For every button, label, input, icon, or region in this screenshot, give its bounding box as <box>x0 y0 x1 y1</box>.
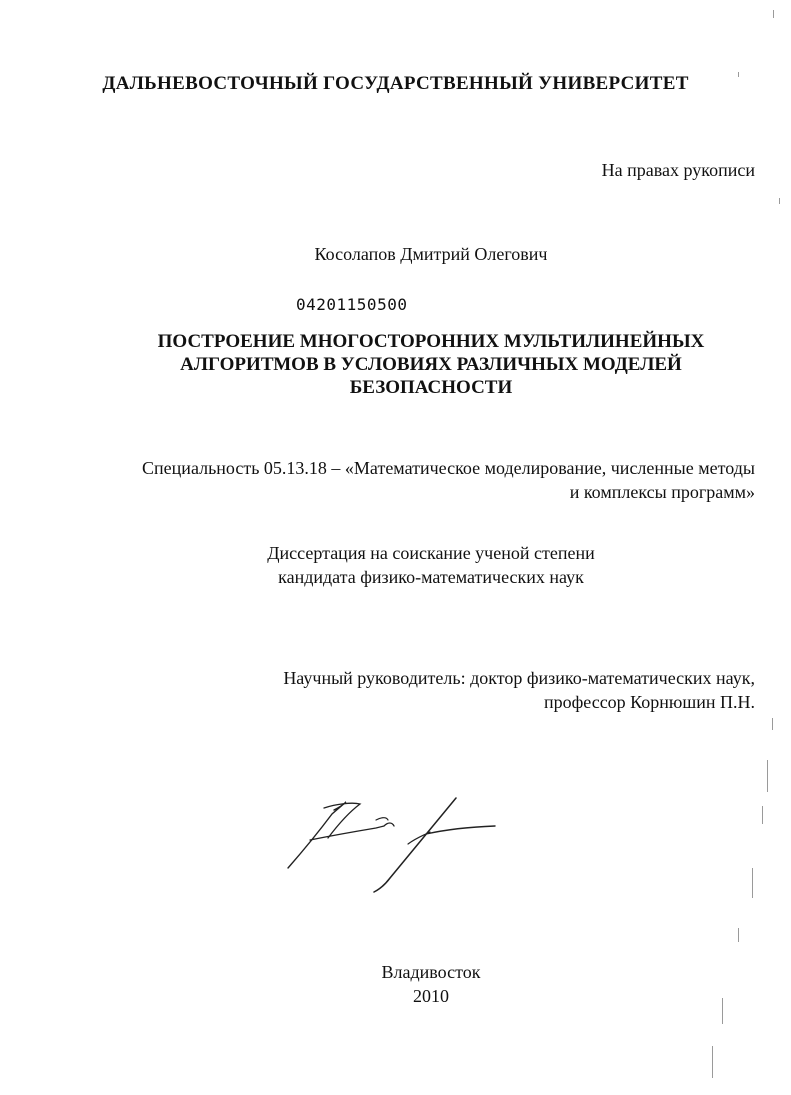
registry-code: 04201150500 <box>296 295 408 314</box>
scan-artifact <box>752 868 753 898</box>
scan-artifact <box>738 72 739 77</box>
handwritten-signature <box>280 792 510 907</box>
dissertation-title <box>0 330 791 399</box>
city-year <box>0 960 791 1008</box>
manuscript-note: На правах рукописи <box>601 160 755 180</box>
scan-artifact <box>767 760 768 792</box>
specialty-line: Специальность 05.13.18 – «Математическое моделирование, численные методы <box>142 458 755 478</box>
specialty-line: и комплексы программ» <box>569 482 755 502</box>
specialty <box>35 456 755 504</box>
scan-artifact <box>712 1046 713 1078</box>
supervisor-line: профессор Корнюшин П.Н. <box>543 692 755 712</box>
scan-artifact <box>773 10 774 18</box>
scan-artifact <box>762 806 763 824</box>
signature-icon <box>280 792 510 902</box>
degree-line: Диссертация на соискание ученой степени <box>267 543 595 563</box>
degree-line: кандидата физико-математических наук <box>278 567 584 587</box>
scan-artifact <box>722 998 723 1024</box>
title-line: ПОСТРОЕНИЕ МНОГОСТОРОННИХ МУЛЬТИЛИНЕЙНЫХ <box>157 331 705 352</box>
scientific-supervisor <box>155 666 755 714</box>
city: Владивосток <box>381 962 481 982</box>
author-name: Косолапов Дмитрий Олегович <box>314 244 548 264</box>
degree-statement <box>0 541 791 589</box>
year: 2010 <box>413 986 449 1006</box>
scan-artifact <box>772 718 773 730</box>
scan-artifact <box>779 198 780 204</box>
scan-artifact <box>738 928 739 942</box>
supervisor-line: Научный руководитель: доктор физико-математических наук, <box>283 668 755 688</box>
university-name: ДАЛЬНЕВОСТОЧНЫЙ ГОСУДАРСТВЕННЫЙ УНИВЕРСИТЕТ <box>102 73 689 94</box>
title-line: БЕЗОПАСНОСТИ <box>349 377 513 398</box>
title-line: АЛГОРИТМОВ В УСЛОВИЯХ РАЗЛИЧНЫХ МОДЕЛЕЙ <box>180 354 682 375</box>
